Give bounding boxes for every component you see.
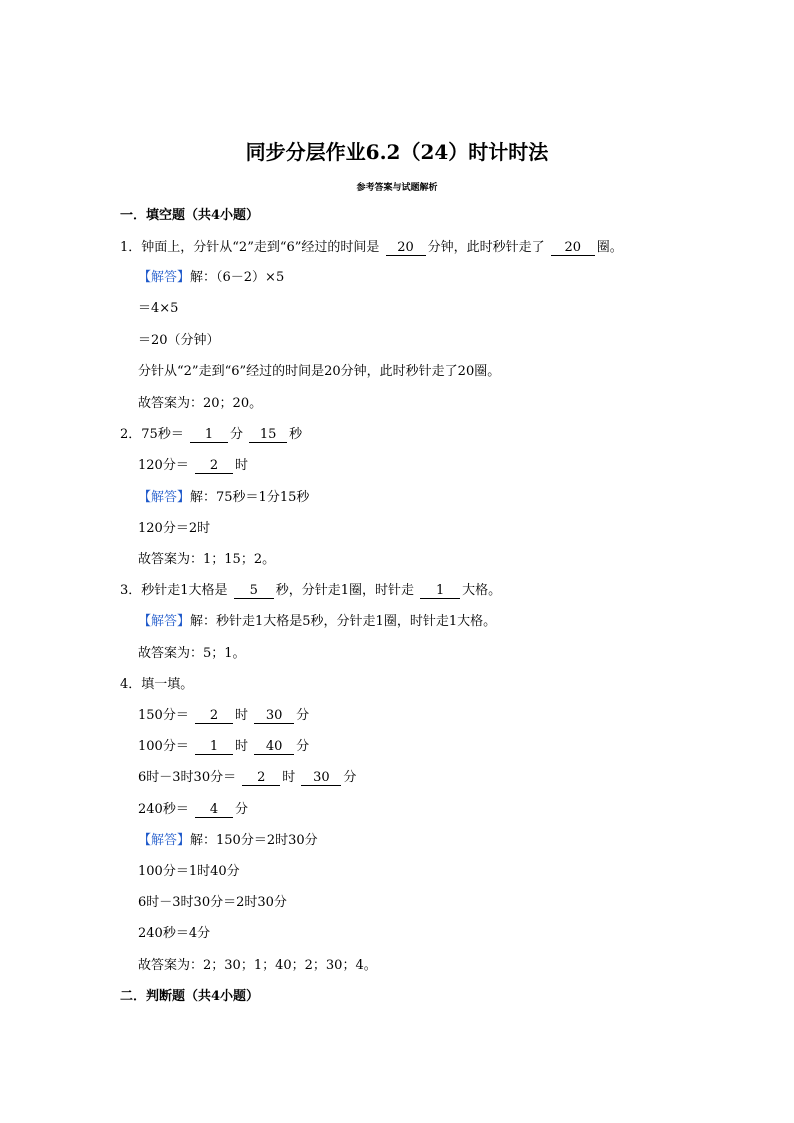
page-title: 同步分层作业6.2（24）时计时法 [245,140,549,164]
solution-answer: 故答案为：1；15；2。 [138,552,276,567]
solution-line: 分针从“2”走到“6”经过的时间是20分钟，此时秒针走了20圈。 [138,364,501,379]
question-text: 120分＝ [138,458,189,473]
question-number: 2． [120,427,142,442]
solution-answer: 故答案为：20；20。 [138,396,263,411]
solution-answer: 故答案为：5；1。 [138,646,246,661]
solution-line: 240秒＝4分 [138,926,211,941]
answer-blank: 4 [195,803,233,818]
solution-line: ＝20（分钟） [138,333,220,348]
answer-blank: 30 [301,771,341,786]
solution-line [138,490,309,506]
answer-blank: 2 [242,771,280,786]
solution-line: 120分＝2时 [138,521,211,536]
question-number: 4． [120,677,142,692]
solution-tag: 【解答】 [138,614,191,629]
answer-blank: 30 [254,709,294,724]
answer-blank: 40 [254,740,294,755]
solution-tag: 【解答】 [138,490,191,505]
solution-line [138,270,284,286]
question-text: 秒 [289,427,303,442]
question-text: 大格。 [462,583,502,598]
answer-blank: 1 [195,740,233,755]
question-4-row-1 [138,708,309,724]
question-text: 时 [282,770,296,785]
question-text: 150分＝ [138,708,189,723]
question-4-row-3 [138,770,356,786]
question-1 [120,240,623,256]
question-text: 6时－3时30分＝ [138,770,237,785]
section-heading-fill-in: 一．填空题（共4小题） [120,208,260,223]
question-text: 分 [343,770,357,785]
solution-tag: 【解答】 [138,833,191,848]
question-number: 3． [120,583,142,598]
question-text: 时 [234,458,248,473]
question-text: 分 [296,708,310,723]
question-text: 秒针走1大格是 [141,583,228,598]
question-2 [120,427,302,443]
solution-text: 解：秒针走1大格是5秒，分针走1圈，时针走1大格。 [190,614,497,629]
question-text: 秒，分针走1圈，时针走 [275,583,414,598]
answer-blank: 1 [420,584,460,599]
answer-blank: 2 [195,459,233,474]
solution-line: ＝4×5 [138,301,179,316]
answer-blank: 20 [551,241,595,256]
question-4-row-2 [138,739,309,755]
section-heading-judgment: 二．判断题（共4小题） [120,989,260,1004]
answer-blank: 1 [190,428,228,443]
question-4 [120,677,193,693]
answer-blank: 5 [234,584,274,599]
answer-blank: 20 [386,241,426,256]
solution-text: 解：（6－2）×5 [190,270,285,285]
solution-line [138,614,496,630]
question-text: 填一填。 [141,677,194,692]
solution-answer: 故答案为：2；30；1；40；2；30；4。 [138,958,377,973]
answer-blank: 2 [195,709,233,724]
question-text: 75秒＝ [141,427,184,442]
question-text: 分 [229,427,243,442]
solution-text: 解：75秒＝1分15秒 [190,490,310,505]
question-text: 时 [234,708,248,723]
solution-line [138,833,318,849]
question-text: 分钟，此时秒针走了 [427,240,545,255]
question-text: 圈。 [596,240,623,255]
question-text: 240秒＝ [138,802,189,817]
question-text: 时 [234,739,248,754]
solution-line: 6时－3时30分＝2时30分 [138,895,287,910]
question-number: 1． [120,240,142,255]
question-text: 100分＝ [138,739,189,754]
question-3 [120,583,501,599]
solution-tag: 【解答】 [138,270,191,285]
solution-text: 解：150分＝2时30分 [190,833,318,848]
question-text: 分 [296,739,310,754]
solution-line: 100分＝1时40分 [138,864,240,879]
question-4-row-4 [138,802,248,818]
question-2-part-2 [138,458,248,474]
question-text: 钟面上，分针从“2”走到“6”经过的时间是 [141,240,380,255]
question-text: 分 [234,802,248,817]
answer-blank: 15 [249,428,287,443]
page-subtitle: 参考答案与试题解析 [356,183,438,193]
